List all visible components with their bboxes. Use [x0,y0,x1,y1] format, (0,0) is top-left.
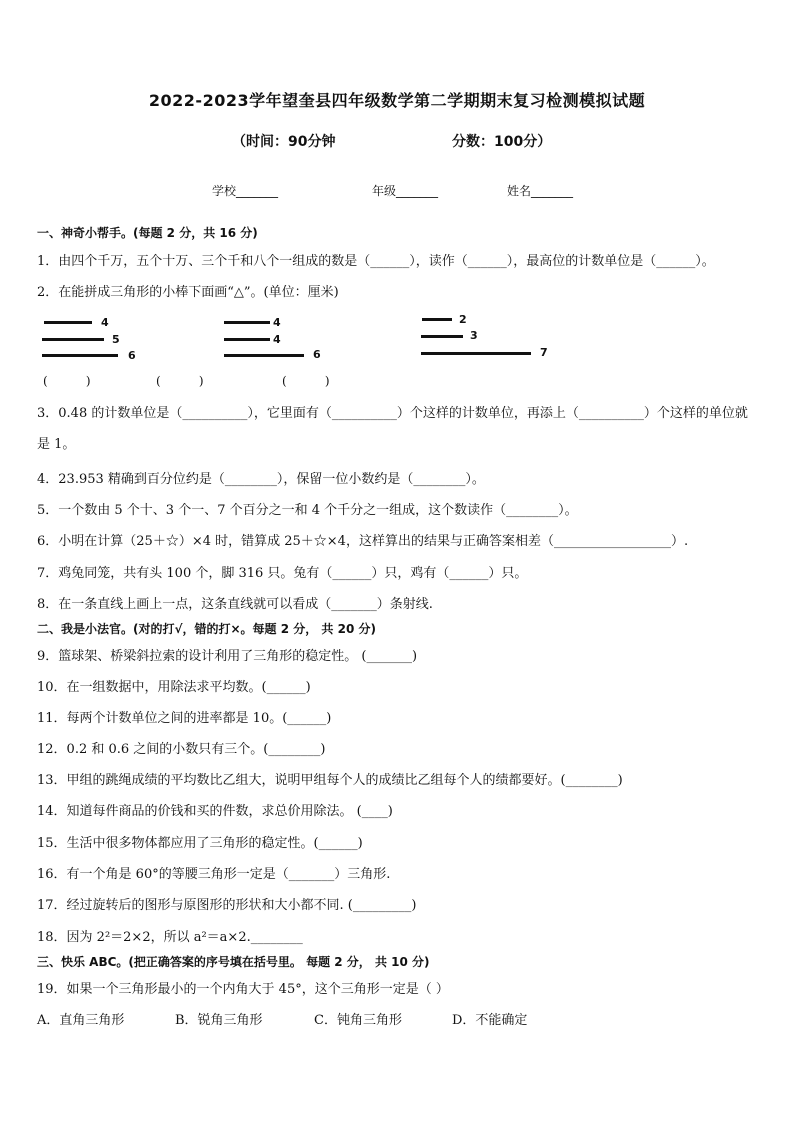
stick-length-label: 5 [112,333,120,346]
stick-length-label: 2 [459,313,467,326]
question-19: 19．如果一个三角形最小的一个内角大于 45°，这个三角形一定是（ ） [37,982,449,997]
stick [422,318,452,321]
question-8: 8．在一条直线上画上一点，这条直线就可以看成（_______）条射线. [37,597,433,612]
name-field: 姓名_______ [507,184,574,198]
question-18: 18．因为 2²＝2×2，所以 a²＝a×2.________ [37,930,303,945]
question-13: 13．甲组的跳绳成绩的平均数比乙组大，说明甲组每个人的成绩比乙组每个人的绩都要好。(________) [37,773,623,788]
question-12: 12．0.2 和 0.6 之间的小数只有三个。(________) [37,742,326,757]
question-1: 1．由四个千万，五个十万、三个千和八个一组成的数是（______），读作（______），最高位的计数单位是（______）。 [37,254,715,269]
exam-time: （时间：90分钟 [232,134,336,150]
stick-length-label: 4 [273,316,281,329]
question-17: 17．经过旋转后的图形与原图形的形状和大小都不同. (_________) [37,898,417,913]
section-3-heading: 三、快乐 ABC。(把正确答案的序号填在括号里。 每题 2 分， 共 10 分) [37,955,430,969]
stick [224,321,270,324]
stick-length-label: 6 [313,348,321,361]
question-15: 15．生活中很多物体都应用了三角形的稳定性。(______) [37,836,363,851]
stick-length-label: 7 [540,346,548,359]
option-c: C．钝角三角形 [314,1013,402,1028]
stick [421,352,531,355]
question-11: 11．每两个计数单位之间的进率都是 10。(______) [37,711,332,726]
stick [421,335,463,338]
option-d: D．不能确定 [452,1013,528,1028]
option-b: B．锐角三角形 [175,1013,263,1028]
question-4: 4．23.953 精确到百分位约是（________），保留一位小数约是（________）。 [37,472,485,487]
stick [44,321,92,324]
question-2: 2．在能拼成三角形的小棒下面画“△”。(单位：厘米) [37,285,339,300]
option-a: A．直角三角形 [37,1013,125,1028]
answer-paren-3: ( ) [282,374,330,388]
stick [224,354,304,357]
stick [42,354,118,357]
question-10: 10．在一组数据中，用除法求平均数。(______) [37,680,311,695]
stick-length-label: 3 [470,329,478,342]
section-1-heading: 一、神奇小帮手。(每题 2 分，共 16 分) [37,226,258,240]
question-6: 6．小明在计算（25＋☆）×4 时，错算成 25＋☆×4，这样算出的结果与正确答案相差（__________________）. [37,534,689,549]
page-title: 2022-2023学年望奎县四年级数学第二学期期末复习检测模拟试题 [148,91,646,110]
grade-field: 年级_______ [372,184,439,198]
stick-length-label: 4 [101,316,109,329]
question-5: 5．一个数由 5 个十、3 个一、7 个百分之一和 4 个千分之一组成，这个数读作（________）。 [37,503,578,518]
school-field: 学校_______ [212,184,279,198]
answer-paren-1: ( ) [43,374,91,388]
question-9: 9．篮球架、桥梁斜拉索的设计利用了三角形的稳定性。 (_______) [37,649,418,664]
question-7: 7．鸡兔同笼，共有头 100 个，脚 316 只。兔有（______）只，鸡有（______）只。 [37,566,528,581]
question-16: 16．有一个角是 60°的等腰三角形一定是（_______）三角形. [37,867,391,882]
stick-length-label: 4 [273,333,281,346]
question-3: 3．0.48 的计数单位是（__________），它里面有（__________）个这样的计数单位，再添上（__________）个这样的单位就是 1。 [37,406,748,452]
question-14: 14．知道每件商品的价钱和买的件数，求总价用除法。 (____) [37,804,393,819]
stick-length-label: 6 [128,349,136,362]
answer-paren-2: ( ) [156,374,204,388]
section-2-heading: 二、我是小法官。(对的打√，错的打×。每题 2 分， 共 20 分) [37,622,376,636]
stick [42,338,104,341]
exam-score: 分数：100分） [452,134,552,150]
stick [224,338,270,341]
